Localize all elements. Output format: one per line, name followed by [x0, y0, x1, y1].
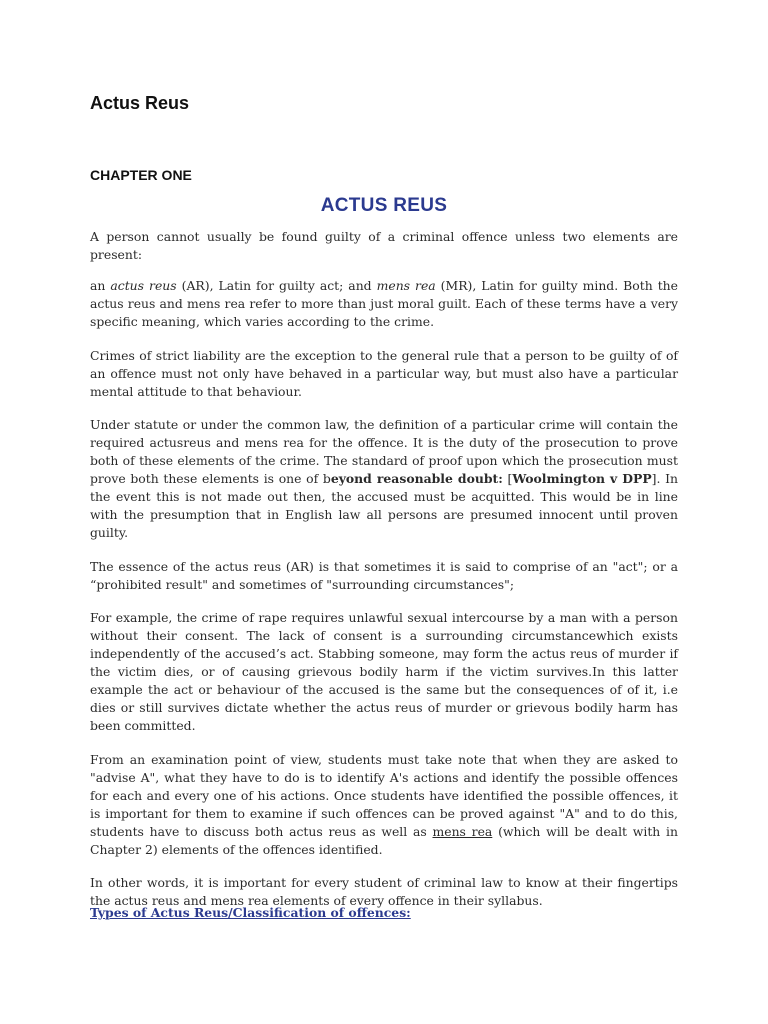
paragraph-exam-advice — [90, 751, 678, 859]
paragraph-strict-liability: Crimes of strict liability are the exception to the general rule that a person to be guilty of of an offence must not only have behaved in a particular way, but must also have a particular mental attitude to that behaviour. — [90, 347, 678, 399]
underlined-term-mens-rea: mens rea — [432, 823, 493, 839]
paragraph-standard-of-proof — [90, 416, 678, 542]
paragraph-essence: The essence of the actus reus (AR) is that sometimes it is said to comprise of an "act"; or a “prohibited result" and sometimes of "surrounding circumstances"; — [90, 558, 678, 592]
text-run: an — [90, 278, 111, 293]
text-run: (which will be dealt with in Chapter 2) elements of the offences identified. — [90, 823, 678, 857]
main-heading: ACTUS REUS — [320, 195, 448, 216]
chapter-label: CHAPTER ONE — [90, 167, 192, 183]
text-run: From an examination point of view, students must take note that when they are asked to "advise A", what they have to do is to identify A's actions and identify the possible offences for each and every one of his actions. Once students have identified the possible offences, it is important for them to examine if such offences can be proved against "A" and to do this, students have to discuss both actus reus as well as — [90, 751, 678, 839]
document-body — [90, 228, 678, 926]
document-title: Actus Reus — [90, 93, 190, 113]
text-run: [ — [502, 471, 513, 486]
term-mens-rea: mens rea — [376, 278, 436, 293]
case-citation: Woolmington v DPP — [512, 471, 652, 486]
types-of-actus-reus-link[interactable]: Types of Actus Reus/Classification of offences: — [90, 905, 411, 920]
paragraph-intro: A person cannot usually be found guilty of a criminal offence unless two elements are present: — [90, 229, 678, 262]
text-run: (MR), Latin for guilty mind. Both the actus reus and mens rea refer to more than just moral guilt. Each of these terms have a very specific meaning, which varies according to the crime. — [90, 278, 678, 329]
term-actus-reus: actus reus — [110, 278, 177, 293]
text-run: (AR), Latin for guilty act; and — [176, 278, 377, 293]
text-run: Under statute or under the common law, the definition of a particular crime will contain the required actusreus and mens rea for the offence. It is the duty of the prosecution to prove both of these elements of the crime. The standard of proof upon which the prosecution must prove both these elements is one of b — [90, 417, 678, 486]
text-run: ]. In the event this is not made out then, the accused must be acquitted. This would be in line with the presumption that in English law all persons are presumed innocent until proven guilty. — [90, 471, 678, 540]
paragraph-definitions — [90, 277, 678, 331]
bold-phrase: eyond reasonable doubt: — [330, 471, 503, 486]
paragraph-example: For example, the crime of rape requires unlawful sexual intercourse by a man with a person without their consent. The lack of consent is a surrounding circumstancewhich exists independently of the accused’s act. Stabbing someone, may form the actus reus of murder if the victim dies, or of causing grievous bodily harm if the victim survives.In this latter example the act or behaviour of the accused is the same but the consequences of of it, i.e dies or still survives dictate whether the actus reus of murder or grievous bodily harm has been committed. — [90, 610, 678, 733]
paragraph-conclusion: In other words, it is important for every student of criminal law to know at their fingertips the actus reus and mens rea elements of every offence in their syllabus. — [90, 875, 678, 908]
